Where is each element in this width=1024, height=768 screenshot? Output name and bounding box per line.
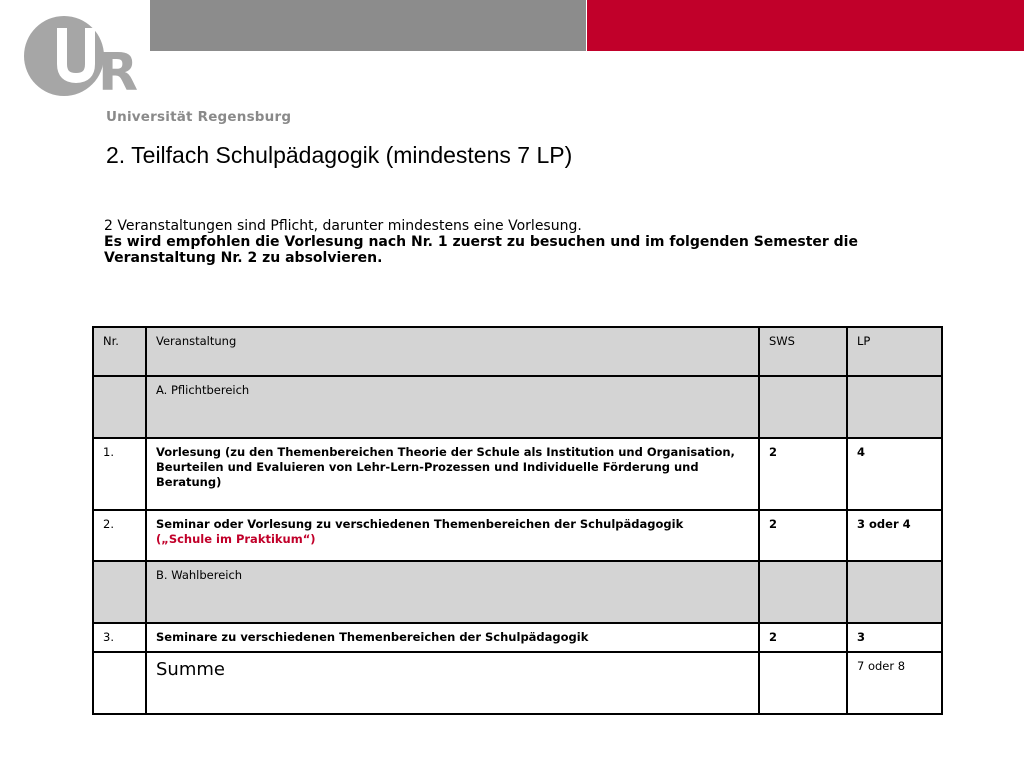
row-lp: 4 xyxy=(847,438,942,510)
header-sws: SWS xyxy=(759,327,847,376)
row-sws: 2 xyxy=(759,438,847,510)
university-name: Universität Regensburg xyxy=(106,109,292,125)
university-logo xyxy=(22,14,142,104)
intro-text xyxy=(104,218,924,266)
page-title: 2. Teilfach Schulpädagogik (mindestens 7 LP) xyxy=(106,142,573,168)
row-nr: 3. xyxy=(93,623,146,652)
row-veranstaltung: Seminare zu verschiedenen Themenbereichen der Schulpädagogik xyxy=(146,623,759,652)
row-sws: 2 xyxy=(759,510,847,561)
summe-row xyxy=(93,652,942,714)
empty-cell xyxy=(847,561,942,623)
intro-recommendation: Es wird empfohlen die Vorlesung nach Nr. 1 zuerst zu besuchen und im folgenden Semester die Veranstaltung Nr. 2 zu absolvieren. xyxy=(104,234,858,266)
section-label: A. Pflichtbereich xyxy=(146,376,759,438)
table-row xyxy=(93,438,942,510)
row-text: Seminar oder Vorlesung zu verschiedenen Themenbereichen der Schulpädagogik xyxy=(156,517,684,531)
module-table xyxy=(92,326,943,715)
row-veranstaltung: Vorlesung (zu den Themenbereichen Theorie der Schule als Institution und Organisation, Beurteilen und Evaluieren von Lehr-Lern-Prozessen und Individuelle Förderung und Beratung) xyxy=(146,438,759,510)
section-label: B. Wahlbereich xyxy=(146,561,759,623)
summe-label-cell xyxy=(146,652,759,714)
empty-cell xyxy=(93,376,146,438)
header-lp: LP xyxy=(847,327,942,376)
row-highlight: („Schule im Praktikum“) xyxy=(156,532,316,546)
header-veranstaltung: Veranstaltung xyxy=(146,327,759,376)
summe-lp: 7 oder 8 xyxy=(847,652,942,714)
row-lp: 3 xyxy=(847,623,942,652)
row-sws: 2 xyxy=(759,623,847,652)
summe-label: Summe xyxy=(156,659,225,680)
section-row-pflichtbereich xyxy=(93,376,942,438)
row-nr: 2. xyxy=(93,510,146,561)
header-nr: Nr. xyxy=(93,327,146,376)
row-veranstaltung xyxy=(146,510,759,561)
header-red-bar xyxy=(587,0,1024,51)
header-gray-bar xyxy=(150,0,586,51)
row-lp: 3 oder 4 xyxy=(847,510,942,561)
table-row xyxy=(93,510,942,561)
section-row-wahlbereich xyxy=(93,561,942,623)
intro-line: 2 Veranstaltungen sind Pflicht, darunter mindestens eine Vorlesung. xyxy=(104,218,582,234)
empty-cell xyxy=(847,376,942,438)
empty-cell xyxy=(93,561,146,623)
empty-cell xyxy=(759,652,847,714)
table-row xyxy=(93,623,942,652)
empty-cell xyxy=(759,376,847,438)
logo-letter-r: R xyxy=(98,43,139,103)
row-nr: 1. xyxy=(93,438,146,510)
table-header-row xyxy=(93,327,942,376)
empty-cell xyxy=(759,561,847,623)
empty-cell xyxy=(93,652,146,714)
